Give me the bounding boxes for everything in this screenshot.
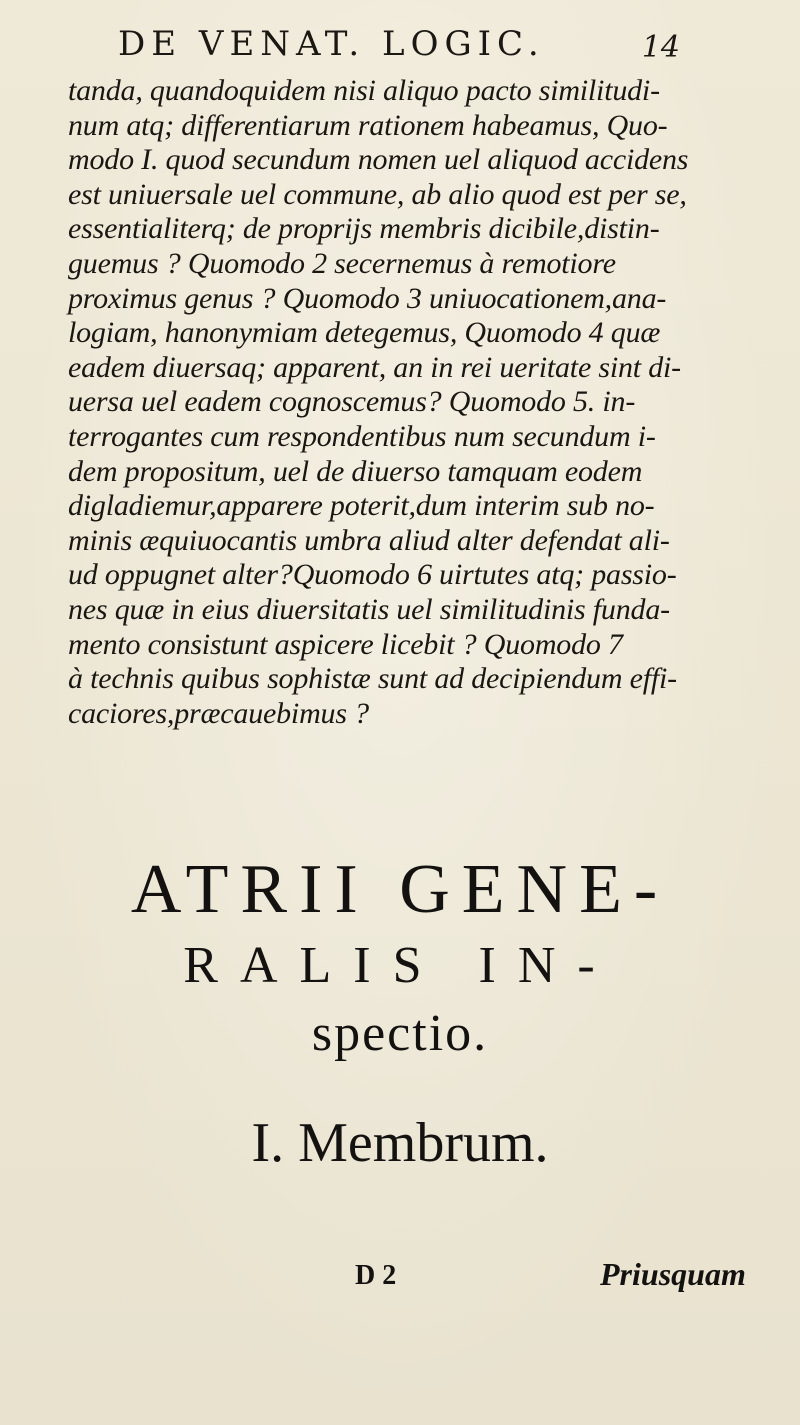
signature-mark: D 2 [355,1260,397,1291]
text-line: tanda, quandoquidem nisi aliquo pacto similitudi- [68,74,660,107]
text-line: logiam, hanonymiam detegemus, Quomodo 4 quæ [68,316,661,350]
text-line: guemus ? Quomodo 2 secernemus à remotiore [68,246,616,280]
text-line: proximus genus ? Quomodo 3 uniuocationem,ana- [68,281,667,315]
text-line: nes quæ in eius diuersitatis uel similitudinis funda- [68,592,670,626]
text-line: terrogantes cum respondentibus num secundum i- [68,419,656,453]
text-line: à technis quibus sophistæ sunt ad decipiendum effi- [68,662,677,696]
text-line: num atq; differentiarum rationem habeamus, Quo- [68,108,668,142]
subsection-heading: I. Membrum. [251,1112,549,1174]
text-line: minis æquiuocantis umbra aliud alter defendat ali- [68,523,670,557]
text-line: dem propositum, uel de diuerso tamquam eodem [68,454,643,488]
running-head-title: DE VENAT. LOGIC. [118,24,545,64]
text-line: ud oppugnet alter?Quomodo 6 uirtutes atq; passio- [68,558,677,592]
text-line: est uniuersale uel commune, ab alio quod est per se, [68,177,687,211]
text-line: mento consistunt aspicere licebit ? Quomodo 7 [68,627,623,661]
text-line: modo I. quod secundum nomen uel aliquod accidens [68,143,689,177]
catchword: Priusquam [600,1256,746,1292]
section-heading-line-2: RALIS IN- [183,937,617,994]
text-line: eadem diuersaq; apparent, an in rei ueritate sint di- [68,350,681,384]
text-line: uersa uel eadem cognoscemus? Quomodo 5. in- [68,385,636,419]
text-line: caciores,præcauebimus ? [68,696,369,730]
body-text [68,74,733,731]
text-line: essentialiterq; de proprijs membris dicibile,distin- [68,212,660,246]
page-number: 14 [641,30,680,65]
section-heading-line-1: ATRII GENE- [130,851,670,928]
running-head [118,18,718,68]
text-line: digladiemur,apparere poterit,dum interim sub no- [68,489,655,523]
section-heading-line-3: spectio. [311,1005,489,1062]
